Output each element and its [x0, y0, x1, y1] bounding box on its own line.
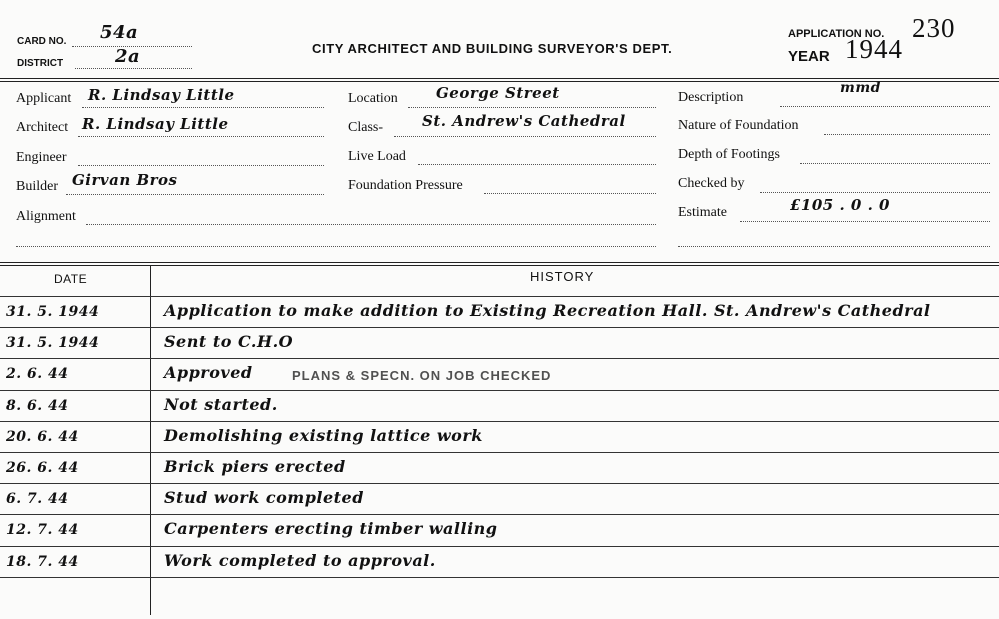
year-label: YEAR	[788, 48, 830, 65]
architect-label: Architect	[16, 120, 69, 135]
description-underline	[780, 106, 990, 107]
live-load-underline	[418, 164, 656, 165]
estimate-value: £105 . 0 . 0	[790, 196, 890, 214]
builder-value: Girvan Bros	[72, 171, 178, 189]
location-underline	[408, 107, 656, 108]
date-column-header: DATE	[54, 272, 88, 286]
history-entry: Brick piers erected	[164, 457, 346, 476]
history-rule	[0, 577, 999, 578]
history-entry: Approved	[164, 363, 253, 383]
builder-label: Builder	[16, 179, 58, 194]
history-date: 8. 6. 44	[6, 397, 69, 414]
foundation-pressure-label: Foundation Pressure	[348, 178, 463, 193]
history-stamp: PLANS & SPECN. ON JOB CHECKED	[292, 368, 552, 384]
history-rule	[0, 546, 999, 547]
applicant-value: R. Lindsay Little	[88, 86, 235, 104]
extra-underline-right	[678, 246, 990, 247]
history-rule	[0, 483, 999, 484]
architect-value: R. Lindsay Little	[82, 115, 229, 133]
history-date: 26. 6. 44	[6, 460, 79, 476]
history-column-header: HISTORY	[530, 269, 595, 284]
header-divider	[0, 78, 999, 79]
year-value: 1944	[845, 34, 903, 64]
history-entry: Not started.	[164, 394, 278, 414]
application-no-label: APPLICATION NO.	[788, 28, 885, 40]
nature-of-foundation-underline	[824, 134, 990, 135]
class-value: St. Andrew's Cathedral	[422, 112, 626, 130]
alignment-label: Alignment	[16, 209, 76, 224]
architect-underline	[78, 136, 324, 137]
department-title: CITY ARCHITECT AND BUILDING SURVEYOR'S DEPT.	[312, 41, 673, 56]
history-entry: Carpenters erecting timber walling	[164, 519, 498, 539]
district-value: 2a	[115, 46, 141, 67]
location-value: George Street	[436, 84, 560, 102]
history-entry: Work completed to approval.	[164, 550, 436, 570]
estimate-underline	[740, 221, 990, 222]
alignment-underline	[86, 224, 656, 225]
history-date: 6. 7. 44	[6, 491, 69, 508]
description-value: mmd	[840, 80, 881, 96]
description-label: Description	[678, 90, 744, 105]
history-date: 12. 7. 44	[6, 522, 79, 539]
date-column-divider	[150, 265, 151, 615]
history-entry: Sent to C.H.O	[164, 332, 294, 352]
card-no-label: CARD NO.	[17, 36, 67, 47]
builder-underline	[66, 194, 324, 195]
checked-by-underline	[760, 192, 990, 193]
applicant-label: Applicant	[16, 91, 72, 106]
history-rule	[0, 327, 999, 328]
history-header-rule	[0, 296, 999, 297]
history-date: 31. 5. 1944	[6, 304, 100, 320]
history-date: 31. 5. 1944	[6, 335, 100, 352]
history-rule	[0, 452, 999, 453]
depth-of-footings-underline	[800, 163, 990, 164]
location-label: Location	[348, 91, 398, 106]
card-no-value: 54a	[100, 22, 139, 43]
engineer-underline	[78, 165, 324, 166]
history-top-rule	[0, 262, 999, 263]
extra-underline-left	[16, 246, 656, 247]
engineer-label: Engineer	[16, 150, 67, 165]
class-label: Class-	[348, 120, 383, 135]
application-no-value: 230	[912, 13, 956, 43]
nature-of-foundation-label: Nature of Foundation	[678, 118, 799, 133]
live-load-label: Live Load	[348, 149, 406, 164]
history-entry: Application to make addition to Existing Recreation Hall. St. Andrew's Cathedral	[164, 301, 931, 320]
estimate-label: Estimate	[678, 205, 727, 220]
class-underline	[394, 136, 656, 137]
history-date: 20. 6. 44	[6, 428, 79, 445]
history-entry: Stud work completed	[164, 488, 364, 508]
applicant-underline	[82, 107, 324, 108]
district-label: DISTRICT	[17, 58, 64, 69]
history-rule	[0, 514, 999, 515]
history-date: 18. 7. 44	[6, 553, 79, 570]
history-rule	[0, 421, 999, 422]
district-underline	[75, 68, 192, 69]
history-entry: Demolishing existing lattice work	[164, 425, 483, 445]
history-date: 2. 6. 44	[6, 366, 69, 383]
history-rule	[0, 358, 999, 359]
foundation-pressure-underline	[484, 193, 656, 194]
history-rule	[0, 390, 999, 391]
depth-of-footings-label: Depth of Footings	[678, 147, 780, 162]
checked-by-label: Checked by	[678, 176, 745, 191]
